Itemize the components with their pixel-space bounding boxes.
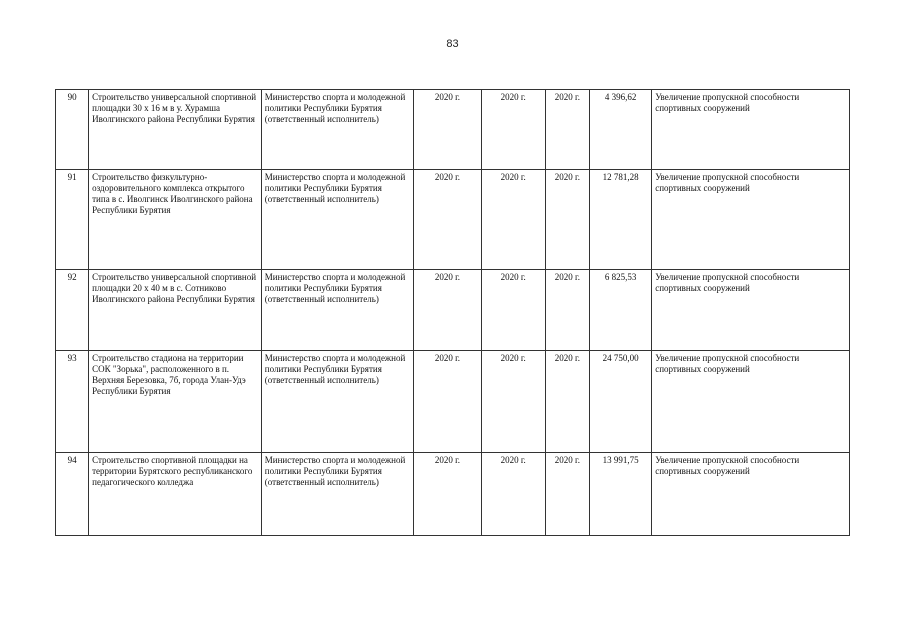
start-date: 2020 г.: [414, 270, 481, 351]
funding-year: 2020 г.: [545, 170, 589, 270]
end-date: 2020 г.: [481, 453, 545, 536]
end-date: 2020 г.: [481, 270, 545, 351]
row-number: 90: [56, 90, 89, 170]
table-row: [56, 351, 850, 453]
start-date: 2020 г.: [414, 90, 481, 170]
funding-amount: 24 750,00: [589, 351, 651, 453]
expected-result: Увеличение пропускной способности спортивных сооружений: [652, 351, 850, 453]
activities-table: [55, 89, 850, 536]
executor: Министерство спорта и молодежной политики Республики Бурятия (ответственный исполнитель): [261, 170, 414, 270]
executor: Министерство спорта и молодежной политики Республики Бурятия (ответственный исполнитель): [261, 453, 414, 536]
row-number: 93: [56, 351, 89, 453]
activity-name: Строительство универсальной спортивной площадки 30 х 16 м в у. Хурамша Иволгинского района Республики Бурятия: [89, 90, 262, 170]
activity-name: Строительство универсальной спортивной площадки 20 х 40 м в с. Сотниково Иволгинского района Республики Бурятия: [89, 270, 262, 351]
table-row: [56, 453, 850, 536]
executor: Министерство спорта и молодежной политики Республики Бурятия (ответственный исполнитель): [261, 90, 414, 170]
expected-result: Увеличение пропускной способности спортивных сооружений: [652, 170, 850, 270]
executor: Министерство спорта и молодежной политики Республики Бурятия (ответственный исполнитель): [261, 270, 414, 351]
funding-amount: 6 825,53: [589, 270, 651, 351]
row-number: 92: [56, 270, 89, 351]
funding-year: 2020 г.: [545, 351, 589, 453]
end-date: 2020 г.: [481, 90, 545, 170]
activity-name: Строительство физкультурно-оздоровительного комплекса открытого типа в с. Иволгинск Иволгинского района Республики Бурятия: [89, 170, 262, 270]
activity-name: Строительство стадиона на территории СОК "Зорька", расположенного в п. Верхняя Березовка, 7б, города Улан-Удэ Республики Бурятия: [89, 351, 262, 453]
table-row: [56, 90, 850, 170]
table-row: [56, 170, 850, 270]
page-number: 83: [446, 38, 459, 50]
start-date: 2020 г.: [414, 453, 481, 536]
end-date: 2020 г.: [481, 170, 545, 270]
funding-amount: 12 781,28: [589, 170, 651, 270]
table-row: [56, 270, 850, 351]
funding-amount: 13 991,75: [589, 453, 651, 536]
expected-result: Увеличение пропускной способности спортивных сооружений: [652, 453, 850, 536]
start-date: 2020 г.: [414, 170, 481, 270]
end-date: 2020 г.: [481, 351, 545, 453]
expected-result: Увеличение пропускной способности спортивных сооружений: [652, 90, 850, 170]
row-number: 94: [56, 453, 89, 536]
expected-result: Увеличение пропускной способности спортивных сооружений: [652, 270, 850, 351]
funding-year: 2020 г.: [545, 270, 589, 351]
row-number: 91: [56, 170, 89, 270]
funding-year: 2020 г.: [545, 453, 589, 536]
funding-year: 2020 г.: [545, 90, 589, 170]
activity-name: Строительство спортивной площадки на территории Бурятского республиканского педагогического колледжа: [89, 453, 262, 536]
start-date: 2020 г.: [414, 351, 481, 453]
executor: Министерство спорта и молодежной политики Республики Бурятия (ответственный исполнитель): [261, 351, 414, 453]
funding-amount: 4 396,62: [589, 90, 651, 170]
